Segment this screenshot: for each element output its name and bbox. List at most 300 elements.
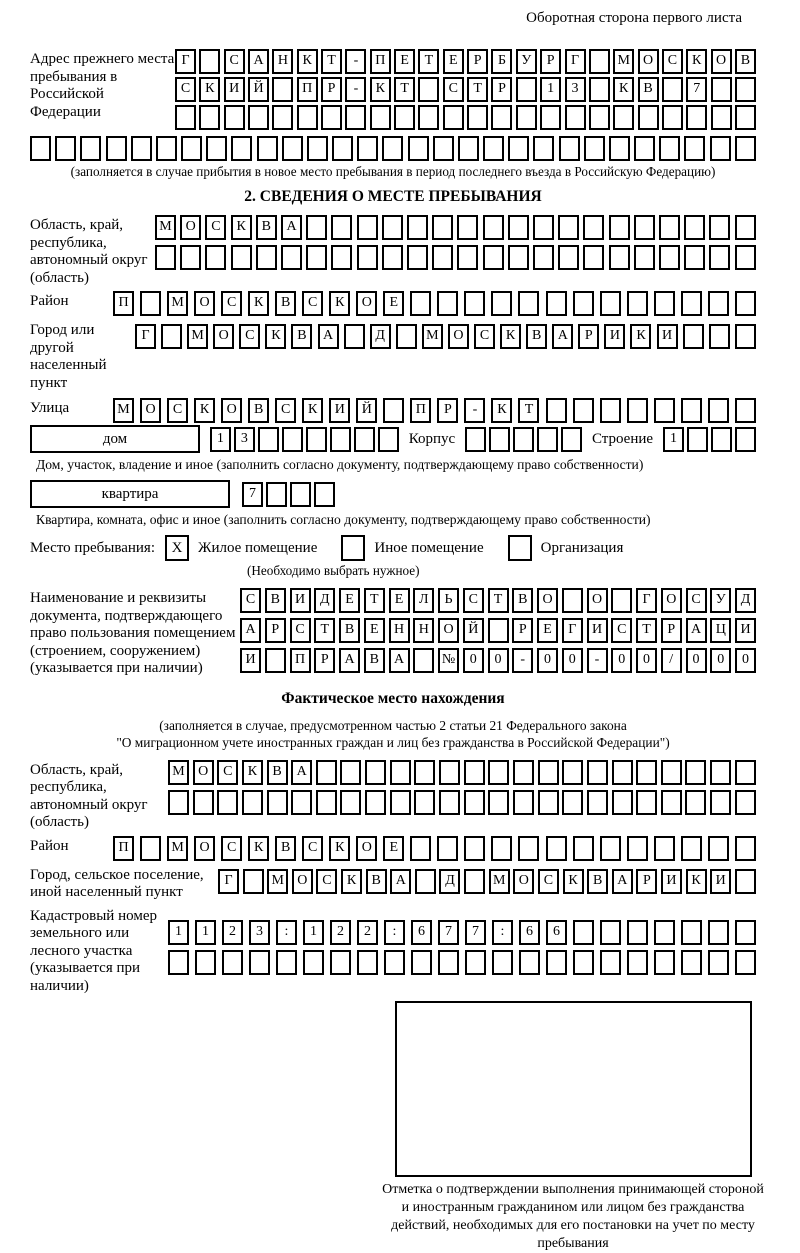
- form-cell: [711, 105, 732, 130]
- form-cell: [627, 950, 648, 975]
- form-cell: [390, 790, 411, 815]
- form-cell: [330, 950, 351, 975]
- form-cell: [464, 790, 485, 815]
- form-cell: Л: [413, 588, 434, 613]
- form-cell: [589, 77, 610, 102]
- form-cell: Г: [565, 49, 586, 74]
- form-cell: [600, 836, 621, 861]
- form-cell: [562, 588, 583, 613]
- form-cell: В: [366, 869, 387, 894]
- section2-title: 2. СВЕДЕНИЯ О МЕСТЕ ПРЕБЫВАНИЯ: [244, 188, 542, 205]
- form-cell: А: [240, 618, 261, 643]
- form-cell: [710, 136, 731, 161]
- form-cell: [384, 950, 405, 975]
- form-cell: К: [297, 49, 318, 74]
- form-cell: [708, 950, 729, 975]
- form-cell: [465, 427, 486, 452]
- actual-district-field: [30, 836, 756, 861]
- form-cell: Д: [439, 869, 460, 894]
- form-cell: Д: [370, 324, 391, 349]
- form-cell: [345, 105, 366, 130]
- form-cell: [735, 760, 756, 785]
- form-cell: -: [464, 398, 485, 423]
- form-cell: К: [686, 49, 707, 74]
- cadastre-label: Кадастровый номер земельного или лесного участка (указывается при наличии): [30, 907, 157, 994]
- form-cell: В: [275, 836, 296, 861]
- form-cell: К: [491, 398, 512, 423]
- form-cell: [516, 105, 537, 130]
- form-cell: [307, 136, 328, 161]
- form-cell: К: [630, 324, 651, 349]
- form-cell: :: [492, 920, 513, 945]
- form-cell: -: [512, 648, 533, 673]
- form-cell: 2: [357, 920, 378, 945]
- other-premises-checkbox: [341, 535, 365, 561]
- city-field: [30, 320, 756, 392]
- form-cell: [559, 136, 580, 161]
- form-cell: [681, 950, 702, 975]
- form-cell: К: [248, 836, 269, 861]
- actual-location-title: Фактическое место нахождения: [281, 689, 505, 707]
- form-cell: А: [612, 869, 633, 894]
- house-box: дом: [30, 425, 200, 453]
- stay-option-other-premises: [341, 535, 483, 561]
- form-cell: К: [686, 869, 707, 894]
- form-cell: [659, 245, 680, 270]
- form-cell: [519, 950, 540, 975]
- form-cell: [681, 836, 702, 861]
- form-cell: Т: [418, 49, 439, 74]
- form-cell: [206, 136, 227, 161]
- form-cell: [513, 427, 534, 452]
- form-cell: К: [500, 324, 521, 349]
- apartment-row: [30, 480, 756, 508]
- form-cell: [432, 245, 453, 270]
- form-cell: Р: [540, 49, 561, 74]
- stroenie-cells: [663, 427, 756, 452]
- form-cell: [457, 245, 478, 270]
- form-cell: [410, 291, 431, 316]
- form-cell: :: [276, 920, 297, 945]
- form-cell: 1: [303, 920, 324, 945]
- form-cell: О: [194, 836, 215, 861]
- form-cell: [489, 427, 510, 452]
- form-cell: [685, 760, 706, 785]
- form-cell: С: [463, 588, 484, 613]
- form-cell: Р: [437, 398, 458, 423]
- form-cell: К: [199, 77, 220, 102]
- form-cell: [365, 790, 386, 815]
- form-cell: С: [221, 291, 242, 316]
- form-cell: [155, 245, 176, 270]
- form-cell: [735, 215, 756, 240]
- house-row: [30, 425, 756, 453]
- form-cell: 0: [537, 648, 558, 673]
- form-cell: [711, 77, 732, 102]
- form-cell: М: [167, 291, 188, 316]
- form-cell: А: [318, 324, 339, 349]
- form-cell: Й: [356, 398, 377, 423]
- form-cell: [684, 215, 705, 240]
- form-cell: [681, 398, 702, 423]
- form-cell: 7: [438, 920, 459, 945]
- form-cell: [306, 427, 327, 452]
- form-cell: [558, 245, 579, 270]
- form-cell: [573, 836, 594, 861]
- form-cell: [562, 760, 583, 785]
- form-cell: 1: [210, 427, 231, 452]
- form-cell: [735, 324, 756, 349]
- form-cell: [180, 245, 201, 270]
- form-cell: [634, 215, 655, 240]
- form-cell: О: [513, 869, 534, 894]
- actual-location-note-1: (заполняется в случае, предусмотренном частью 2 статьи 21 Федерального закона: [159, 717, 627, 733]
- form-cell: В: [256, 215, 277, 240]
- form-cell: С: [217, 760, 238, 785]
- form-cell: [432, 215, 453, 240]
- form-cell: М: [267, 869, 288, 894]
- form-cell: [306, 245, 327, 270]
- form-cell: В: [275, 291, 296, 316]
- form-cell: [661, 760, 682, 785]
- form-cell: [709, 324, 730, 349]
- form-cell: [583, 215, 604, 240]
- form-cell: О: [587, 588, 608, 613]
- form-cell: [378, 427, 399, 452]
- form-cell: А: [339, 648, 360, 673]
- form-cell: [546, 950, 567, 975]
- form-cell: М: [155, 215, 176, 240]
- form-cell: [627, 398, 648, 423]
- form-cell: [735, 950, 756, 975]
- form-cell: [488, 618, 509, 643]
- form-cell: [735, 790, 756, 815]
- form-cell: Г: [562, 618, 583, 643]
- form-cell: О: [193, 760, 214, 785]
- form-cell: Т: [467, 77, 488, 102]
- form-cell: 7: [465, 920, 486, 945]
- district-field: [30, 291, 756, 316]
- form-cell: [518, 291, 539, 316]
- form-cell: [612, 790, 633, 815]
- form-cell: К: [613, 77, 634, 102]
- form-cell: Т: [321, 49, 342, 74]
- other-premises-label: Иное помещение: [374, 540, 484, 556]
- form-cell: Г: [218, 869, 239, 894]
- form-cell: С: [302, 291, 323, 316]
- form-cell: П: [297, 77, 318, 102]
- form-cell: К: [194, 398, 215, 423]
- form-cell: [546, 398, 567, 423]
- form-cell: [282, 136, 303, 161]
- form-cell: Е: [443, 49, 464, 74]
- form-cell: [357, 245, 378, 270]
- form-cell: [609, 136, 630, 161]
- form-cell: К: [248, 291, 269, 316]
- stay-type-row: [30, 535, 756, 561]
- form-cell: [661, 790, 682, 815]
- form-cell: [464, 291, 485, 316]
- form-cell: О: [180, 215, 201, 240]
- form-cell: Р: [661, 618, 682, 643]
- form-cell: [573, 291, 594, 316]
- form-cell: О: [292, 869, 313, 894]
- form-cell: [609, 215, 630, 240]
- form-cell: [654, 398, 675, 423]
- form-cell: О: [194, 291, 215, 316]
- form-cell: [654, 291, 675, 316]
- form-cell: [546, 836, 567, 861]
- form-cell: О: [661, 588, 682, 613]
- actual-district-label: Район: [30, 837, 69, 854]
- form-cell: Р: [578, 324, 599, 349]
- form-cell: Д: [735, 588, 756, 613]
- form-cell: [205, 245, 226, 270]
- form-cell: [735, 105, 756, 130]
- form-cell: [414, 760, 435, 785]
- form-cell: [508, 245, 529, 270]
- form-cell: [684, 136, 705, 161]
- form-cell: [634, 136, 655, 161]
- form-cell: М: [167, 836, 188, 861]
- form-cell: С: [167, 398, 188, 423]
- form-cell: [316, 790, 337, 815]
- form-cell: [533, 245, 554, 270]
- form-cell: 0: [611, 648, 632, 673]
- form-cell: [344, 324, 365, 349]
- form-cell: С: [290, 618, 311, 643]
- form-cell: [735, 136, 756, 161]
- form-cell: М: [489, 869, 510, 894]
- form-cell: К: [329, 836, 350, 861]
- form-cell: [508, 136, 529, 161]
- form-cell: [224, 105, 245, 130]
- form-cell: [508, 215, 529, 240]
- form-cell: [437, 836, 458, 861]
- form-cell: [407, 245, 428, 270]
- form-cell: [735, 836, 756, 861]
- form-cell: [231, 245, 252, 270]
- form-cell: [106, 136, 127, 161]
- cell-row: [113, 291, 756, 316]
- form-cell: [638, 105, 659, 130]
- form-cell: Е: [389, 588, 410, 613]
- form-cell: [613, 105, 634, 130]
- cell-row: [175, 49, 756, 74]
- form-cell: [161, 324, 182, 349]
- cell-row: [113, 398, 756, 423]
- form-cell: В: [512, 588, 533, 613]
- form-cell: [659, 215, 680, 240]
- form-cell: В: [364, 648, 385, 673]
- cell-row: [113, 836, 756, 861]
- form-cell: [662, 105, 683, 130]
- form-cell: /: [661, 648, 682, 673]
- form-cell: Р: [636, 869, 657, 894]
- form-cell: И: [587, 618, 608, 643]
- form-cell: [538, 760, 559, 785]
- organization-label: Организация: [540, 540, 624, 556]
- apartment-footnote: Квартира, комната, офис и иное (заполнить согласно документу, подтверждающему право собственности): [36, 512, 651, 527]
- form-cell: О: [140, 398, 161, 423]
- form-cell: -: [587, 648, 608, 673]
- form-cell: Й: [248, 77, 269, 102]
- form-cell: [276, 950, 297, 975]
- form-cell: С: [240, 588, 261, 613]
- form-cell: [465, 950, 486, 975]
- form-cell: [249, 950, 270, 975]
- form-cell: Р: [467, 49, 488, 74]
- form-cell: [140, 836, 161, 861]
- form-cell: [708, 291, 729, 316]
- form-cell: [589, 105, 610, 130]
- form-cell: [55, 136, 76, 161]
- form-cell: 6: [546, 920, 567, 945]
- form-cell: М: [422, 324, 443, 349]
- cell-row: [168, 920, 756, 945]
- form-cell: [199, 105, 220, 130]
- form-cell: О: [711, 49, 732, 74]
- form-cell: С: [316, 869, 337, 894]
- form-cell: [710, 760, 731, 785]
- form-cell: Т: [488, 588, 509, 613]
- form-cell: О: [356, 836, 377, 861]
- form-cell: [199, 49, 220, 74]
- form-cell: В: [267, 760, 288, 785]
- form-cell: [711, 427, 732, 452]
- form-cell: И: [329, 398, 350, 423]
- form-cell: Й: [463, 618, 484, 643]
- form-cell: Р: [512, 618, 533, 643]
- form-cell: [492, 950, 513, 975]
- document-field: [30, 588, 756, 678]
- form-cell: [458, 136, 479, 161]
- form-cell: [331, 245, 352, 270]
- form-cell: [589, 49, 610, 74]
- form-cell: [330, 427, 351, 452]
- form-cell: К: [231, 215, 252, 240]
- form-cell: П: [370, 49, 391, 74]
- document-label: Наименование и реквизиты документа, подтверждающего право пользования помещением (строением, сооружением) (указывается при наличии): [30, 590, 236, 676]
- form-cell: [242, 790, 263, 815]
- form-cell: [681, 920, 702, 945]
- form-cell: [297, 105, 318, 130]
- form-cell: [272, 105, 293, 130]
- form-cell: И: [657, 324, 678, 349]
- form-cell: 7: [242, 482, 263, 507]
- form-cell: [573, 950, 594, 975]
- form-cell: П: [290, 648, 311, 673]
- form-cell: [708, 398, 729, 423]
- form-cell: [735, 291, 756, 316]
- form-cell: [612, 760, 633, 785]
- form-cell: 3: [234, 427, 255, 452]
- form-cell: [408, 136, 429, 161]
- form-cell: [600, 291, 621, 316]
- form-cell: А: [389, 648, 410, 673]
- form-cell: [290, 482, 311, 507]
- form-cell: [513, 760, 534, 785]
- form-cell: И: [604, 324, 625, 349]
- form-cell: [735, 869, 756, 894]
- form-cell: О: [438, 618, 459, 643]
- cadastre-field: [30, 906, 756, 996]
- form-cell: 3: [249, 920, 270, 945]
- form-cell: В: [638, 77, 659, 102]
- form-cell: Б: [491, 49, 512, 74]
- actual-location-note-2: "О миграционном учете иностранных граждан и лиц без гражданства в Российской Федерации"): [116, 734, 670, 750]
- form-cell: [195, 950, 216, 975]
- cell-row: [168, 790, 756, 815]
- form-cell: [314, 482, 335, 507]
- form-cell: С: [302, 836, 323, 861]
- form-cell: [600, 398, 621, 423]
- form-cell: Е: [537, 618, 558, 643]
- form-cell: О: [537, 588, 558, 613]
- form-cell: [627, 836, 648, 861]
- form-cell: [365, 760, 386, 785]
- previous-address-field: [30, 49, 756, 133]
- form-cell: Е: [394, 49, 415, 74]
- form-cell: [30, 136, 51, 161]
- stroenie-label: Строение: [591, 431, 654, 447]
- actual-city-label: Город, сельское поселение, иной населенный пункт: [30, 866, 204, 900]
- form-cell: [418, 105, 439, 130]
- form-cell: П: [410, 398, 431, 423]
- form-cell: [659, 136, 680, 161]
- form-cell: [332, 136, 353, 161]
- form-cell: [382, 245, 403, 270]
- form-cell: [331, 215, 352, 240]
- form-cell: [357, 950, 378, 975]
- form-cell: Д: [314, 588, 335, 613]
- korpus-label: Корпус: [408, 431, 456, 447]
- form-cell: [168, 790, 189, 815]
- form-cell: В: [526, 324, 547, 349]
- form-cell: [600, 950, 621, 975]
- form-cell: [513, 790, 534, 815]
- form-cell: [735, 920, 756, 945]
- form-cell: Е: [364, 618, 385, 643]
- form-cell: [540, 105, 561, 130]
- form-cell: О: [638, 49, 659, 74]
- form-cell: [464, 869, 485, 894]
- form-cell: [538, 790, 559, 815]
- form-cell: [396, 324, 417, 349]
- form-cell: Н: [413, 618, 434, 643]
- korpus-cells: [465, 427, 582, 452]
- form-cell: 2: [330, 920, 351, 945]
- form-cell: [354, 427, 375, 452]
- form-cell: [413, 648, 434, 673]
- cell-row: [240, 648, 756, 673]
- form-cell: Т: [314, 618, 335, 643]
- form-cell: К: [265, 324, 286, 349]
- form-cell: [654, 950, 675, 975]
- form-cell: [600, 920, 621, 945]
- cell-row: [155, 215, 756, 240]
- form-cell: О: [213, 324, 234, 349]
- city-label: Город или другой населенный пункт: [30, 322, 107, 391]
- form-cell: [627, 291, 648, 316]
- form-cell: [491, 291, 512, 316]
- form-cell: [357, 136, 378, 161]
- form-cell: [439, 760, 460, 785]
- form-cell: [340, 790, 361, 815]
- form-cell: С: [538, 869, 559, 894]
- form-cell: [281, 245, 302, 270]
- form-cell: Р: [491, 77, 512, 102]
